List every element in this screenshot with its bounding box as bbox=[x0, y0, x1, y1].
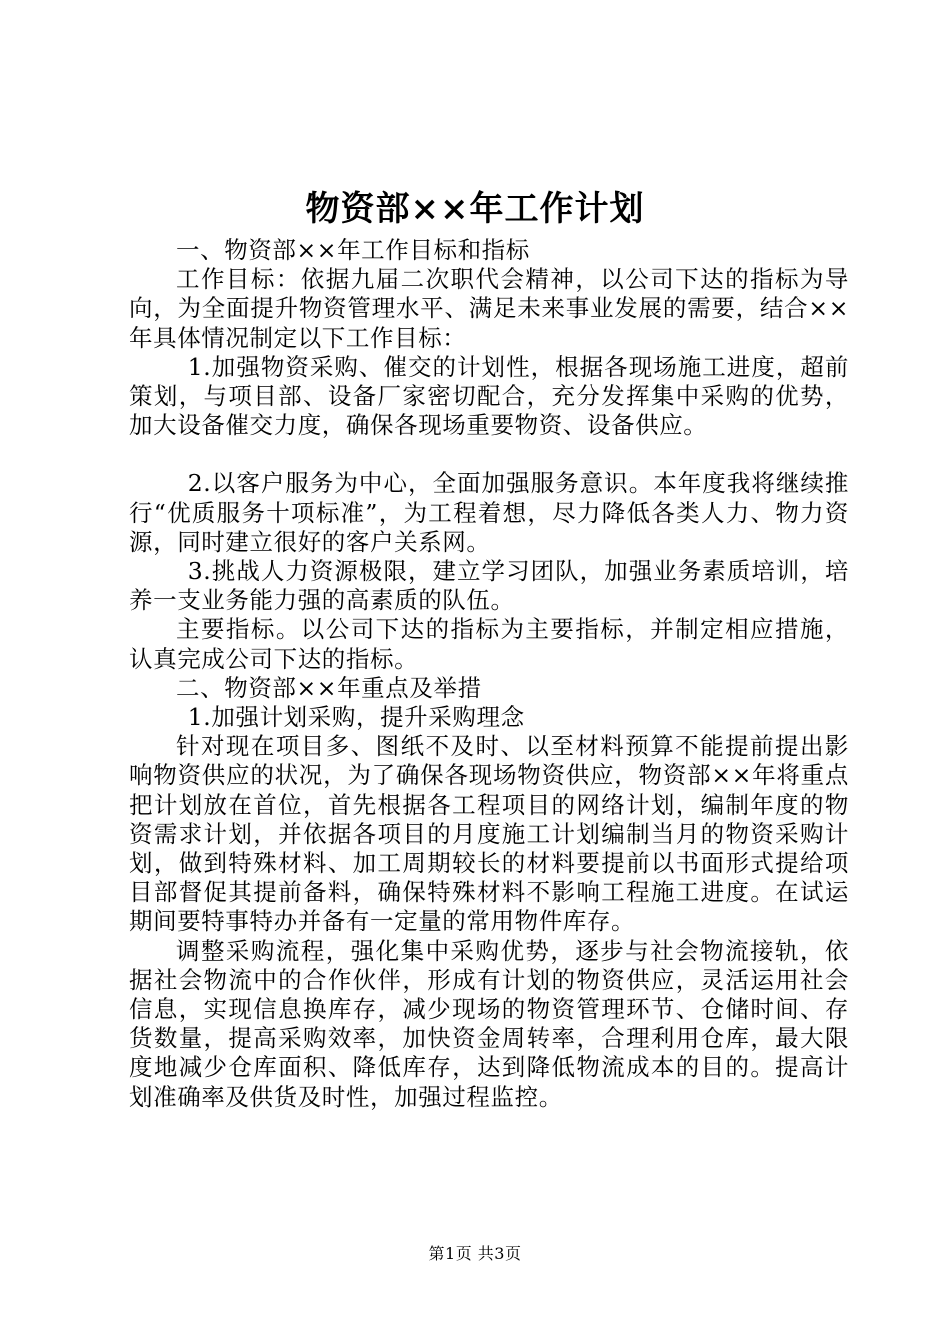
list-item-goal-3: 3.挑战人力资源极限，建立学习团队，加强业务素质培训，培养一支业务能力强的高素质的队伍。 bbox=[129, 557, 849, 615]
subheading-plan-procurement: 1.加强计划采购，提升采购理念 bbox=[187, 703, 525, 732]
paragraph-plan-details: 针对现在项目多、图纸不及时、以至材料预算不能提前提出影响物资供应的状况，为了确保各现场物资供应，物资部××年将重点把计划放在首位，首先根据各工程项目的网络计划，编制年度的物资需求计划，并依据各项目的月度施工计划编制当月的物资采购计划，做到特殊材料、加工周期较长的材料要提前以书面形式提给项目部督促其提前备料，确保特殊材料不影响工程施工进度。在试运期间要特事特办并备有一定量的常用物件库存。 bbox=[129, 732, 849, 936]
paragraph-procurement-process: 调整采购流程，强化集中采购优势，逐步与社会物流接轨，依据社会物流中的合作伙伴，形成有计划的物资供应，灵活运用社会信息，实现信息换库存，减少现场的物资管理环节、仓储时间、存货数量，提高采购效率，加快资金周转率，合理利用仓库，最大限度地减少仓库面积、降低库存，达到降低物流成本的目的。提高计划准确率及供货及时性，加强过程监控。 bbox=[129, 936, 849, 1111]
document-title: 物资部××年工作计划 bbox=[305, 189, 645, 229]
section-heading-1: 一、物资部××年工作目标和指标 bbox=[176, 236, 530, 264]
page-footer: 第1页 共3页 bbox=[428, 1244, 522, 1263]
paragraph-main-indicators: 主要指标。以公司下达的指标为主要指标，并制定相应措施，认真完成公司下达的指标。 bbox=[129, 615, 849, 673]
list-item-goal-1: 1.加强物资采购、催交的计划性，根据各现场施工进度，超前策划，与项目部、设备厂家密切配合，充分发挥集中采购的优势，加大设备催交力度，确保各现场重要物资、设备供应。 bbox=[129, 352, 849, 440]
document-body bbox=[129, 236, 849, 1112]
list-item-goal-2: 2.以客户服务为中心，全面加强服务意识。本年度我将继续推行“优质服务十项标准”，为工程着想，尽力降低各类人力、物力资源，同时建立很好的客户关系网。 bbox=[129, 469, 849, 556]
section-heading-2: 二、物资部××年重点及举措 bbox=[176, 673, 482, 702]
paragraph-work-goal: 工作目标：依据九届二次职代会精神，以公司下达的指标为导向，为全面提升物资管理水平、满足未来事业发展的需要，结合××年具体情况制定以下工作目标： bbox=[129, 265, 849, 352]
